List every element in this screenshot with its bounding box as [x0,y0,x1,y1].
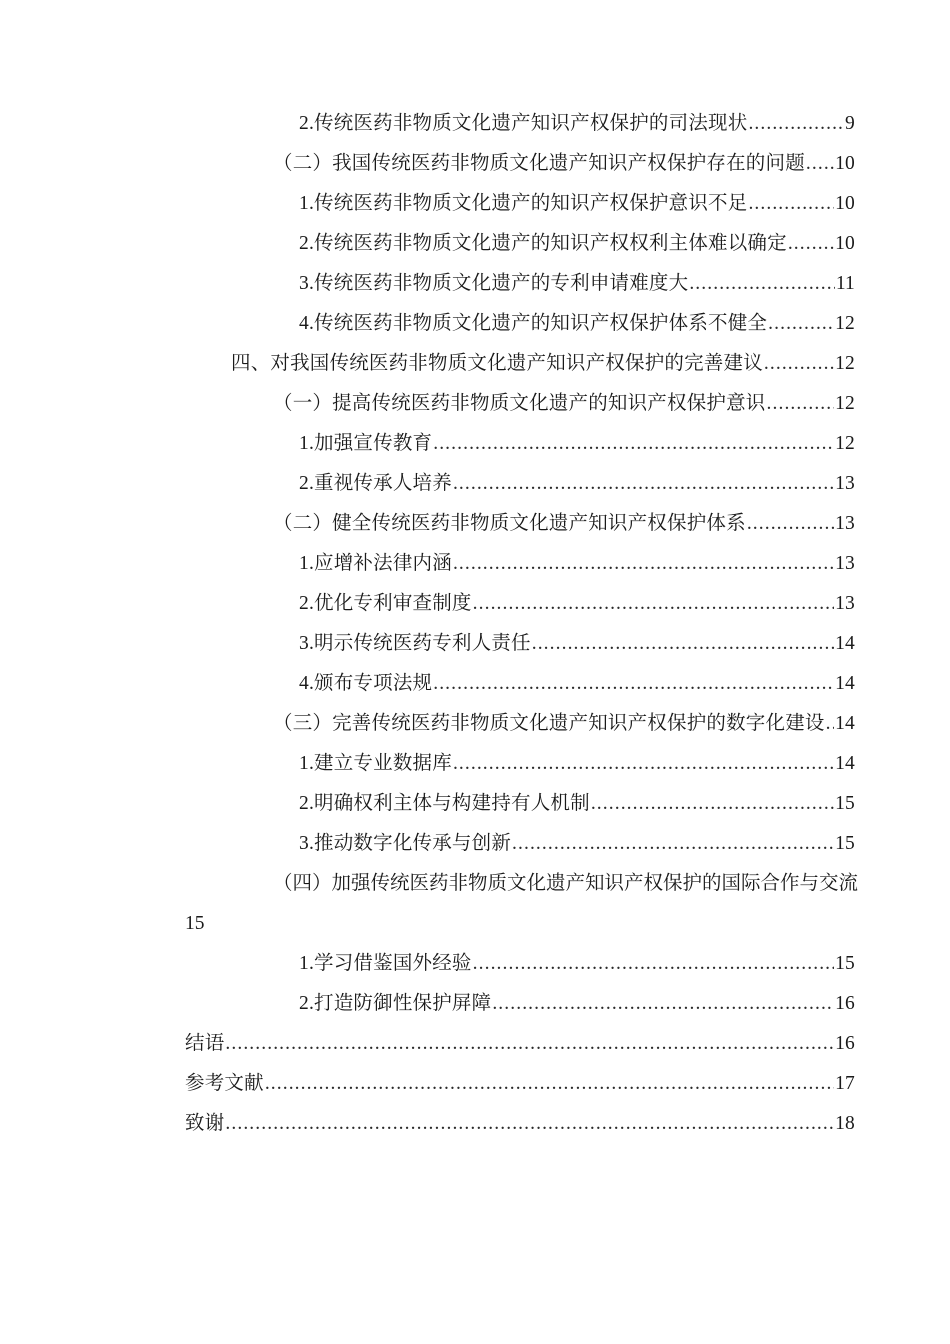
toc-dot-leader [748,184,834,224]
toc-entry[interactable] [185,584,855,624]
toc-list [185,104,859,1144]
toc-page-number: 15 [835,833,855,854]
toc-entry[interactable] [185,384,855,424]
toc-entry[interactable] [185,424,855,464]
toc-dot-leader [433,424,834,464]
toc-entry-label: 1.传统医药非物质文化遗产的知识产权保护意识不足 [299,193,748,214]
toc-entry[interactable] [185,144,855,184]
toc-entry-label: （三）完善传统医药非物质文化遗产知识产权保护的数字化建设 [273,713,825,734]
toc-entry[interactable] [185,504,855,544]
toc-entry-label: 2.传统医药非物质文化遗产的知识产权权利主体难以确定 [299,233,787,254]
toc-entry[interactable] [185,264,855,304]
toc-entry[interactable] [185,344,855,384]
toc-entry-label: 3.明示传统医药专利人责任 [299,633,531,654]
toc-entry-label: 2.明确权利主体与构建持有人机制 [299,793,590,814]
toc-page-number: 15 [835,793,855,814]
toc-entry[interactable] [185,984,855,1024]
toc-entry-label: 结语 [185,1033,225,1054]
toc-page-number: 14 [835,753,855,774]
toc-page-number: 15 [835,953,855,974]
toc-page-number: 13 [835,513,855,534]
toc-dot-leader [788,224,834,264]
toc-entry-label: 致谢 [185,1113,225,1134]
toc-entry-label: 参考文献 [185,1073,264,1094]
toc-entry[interactable] [185,664,855,704]
toc-entry[interactable] [185,544,855,584]
toc-entry[interactable] [185,864,859,904]
toc-dot-leader [767,384,835,424]
toc-entry-label: 4.颁布专项法规 [299,673,433,694]
toc-entry-continuation[interactable] [185,904,855,944]
toc-dot-leader [225,1104,834,1144]
toc-entry-label: （二）我国传统医药非物质文化遗产知识产权保护存在的问题 [273,153,805,174]
toc-entry-label: 1.建立专业数据库 [299,753,452,774]
toc-dot-leader [806,144,834,184]
toc-dot-leader [748,104,844,144]
toc-page-number: 12 [835,393,855,414]
toc-entry-label: （四）加强传统医药非物质文化遗产知识产权保护的国际合作与交流 [273,873,859,894]
toc-dot-leader [453,544,834,584]
toc-dot-leader [689,264,834,304]
toc-entry[interactable] [185,464,855,504]
toc-dot-leader [492,984,834,1024]
toc-entry[interactable] [185,944,855,984]
toc-dot-leader [473,584,834,624]
toc-dot-leader [764,344,834,384]
toc-dot-leader [591,784,834,824]
toc-page-number: 10 [835,193,855,214]
toc-entry-label: 四、对我国传统医药非物质文化遗产知识产权保护的完善建议 [231,353,763,374]
toc-page-number: 16 [835,1033,855,1054]
toc-dot-leader [453,464,834,504]
toc-page-number: 14 [835,633,855,654]
toc-entry[interactable] [185,624,855,664]
toc-page-number: 16 [835,993,855,1014]
toc-entry[interactable] [185,1024,855,1064]
toc-dot-leader [768,304,834,344]
toc-entry-label: （二）健全传统医药非物质文化遗产知识产权保护体系 [273,513,746,534]
toc-entry-label: 3.传统医药非物质文化遗产的专利申请难度大 [299,273,689,294]
toc-entry-label: 4.传统医药非物质文化遗产的知识产权保护体系不健全 [299,313,768,334]
toc-dot-leader [225,1024,834,1064]
toc-dot-leader [453,744,834,784]
toc-entry-label: 1.学习借鉴国外经验 [299,953,472,974]
toc-entry[interactable] [185,184,855,224]
toc-page-number: 13 [835,593,855,614]
toc-entry-label: 3.推动数字化传承与创新 [299,833,512,854]
toc-dot-leader [433,664,834,704]
toc-dot-leader [747,504,834,544]
toc-entry[interactable] [185,1104,855,1144]
toc-entry-label: （一）提高传统医药非物质文化遗产的知识产权保护意识 [273,393,766,414]
toc-page-number: 10 [835,153,855,174]
toc-entry[interactable] [185,824,855,864]
toc-page-number: 13 [835,473,855,494]
toc-entry-label: 2.优化专利审查制度 [299,593,472,614]
toc-dot-leader [826,704,834,744]
toc-entry-label: 1.应增补法律内涵 [299,553,452,574]
toc-entry-label: 2.传统医药非物质文化遗产知识产权保护的司法现状 [299,113,748,134]
toc-entry-label: 1.加强宣传教育 [299,433,433,454]
toc-entry[interactable] [185,104,855,144]
toc-page-number: 13 [835,553,855,574]
toc-page-number: 9 [845,113,855,134]
toc-page-number: 18 [835,1113,855,1134]
toc-page-number: 11 [835,273,855,294]
toc-entry[interactable] [185,744,855,784]
toc-entry[interactable] [185,304,855,344]
toc-page-number: 15 [185,913,205,934]
toc-dot-leader [512,824,834,864]
toc-page-number: 17 [835,1073,855,1094]
toc-entry-label: 2.重视传承人培养 [299,473,452,494]
toc-entry-label: 2.打造防御性保护屏障 [299,993,492,1014]
toc-page-number: 12 [835,313,855,334]
toc-entry[interactable] [185,224,855,264]
toc-page-number: 12 [835,433,855,454]
toc-page-number: 10 [835,233,855,254]
toc-entry[interactable] [185,1064,855,1104]
toc-entry[interactable] [185,784,855,824]
toc-dot-leader [473,944,834,984]
toc-page-number: 14 [835,713,855,734]
toc-dot-leader [265,1064,834,1104]
toc-page-number: 12 [835,353,855,374]
toc-entry[interactable] [185,704,855,744]
toc-page-number: 14 [835,673,855,694]
toc-dot-leader [532,624,834,664]
